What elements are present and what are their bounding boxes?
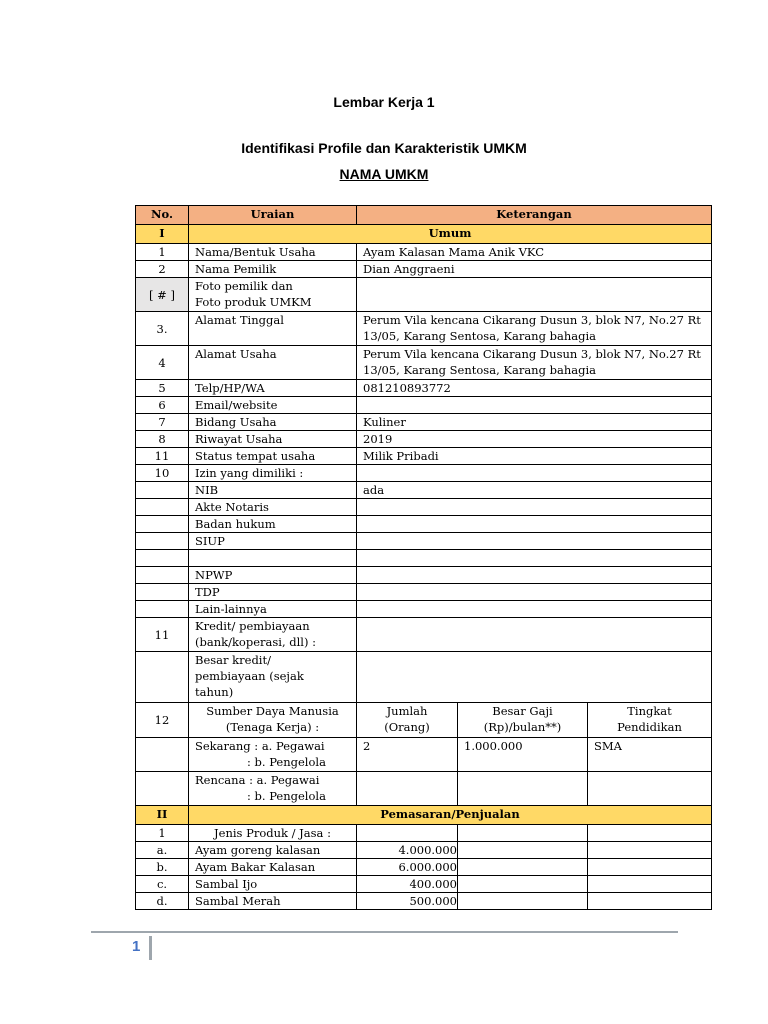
row-number: [ # ] (136, 278, 189, 312)
row-uraian: Akte Notaris (189, 499, 357, 516)
sdm-label-line: Sekarang : a. Pegawai (195, 739, 325, 753)
table-row (136, 261, 712, 278)
table-row (136, 312, 712, 346)
row-number: 3. (136, 312, 189, 346)
row-keterangan (357, 278, 712, 312)
section-row (136, 806, 712, 825)
row-number (136, 567, 189, 584)
row-number: 2 (136, 261, 189, 278)
footer-separator (149, 936, 152, 960)
row-number (136, 533, 189, 550)
sdm-rencana-label (189, 772, 357, 806)
product-name: Ayam goreng kalasan (189, 842, 357, 859)
header-row (136, 206, 712, 225)
table-row (136, 380, 712, 397)
product-name: Ayam Bakar Kalasan (189, 859, 357, 876)
product-rows (136, 842, 712, 910)
section-label: Pemasaran/Penjualan (189, 806, 712, 825)
page-number: 1 (132, 938, 141, 955)
product-header-label: Jenis Produk / Jasa : (189, 825, 357, 842)
sdm-rencana-row (136, 772, 712, 806)
product-extra-cell (588, 893, 712, 910)
sdm-label (189, 703, 357, 738)
sdm-label-line: : b. Pengelola (247, 789, 326, 803)
table-row (136, 482, 712, 499)
table-row (136, 414, 712, 431)
sdm-col-gaji (458, 703, 588, 738)
row-number (136, 499, 189, 516)
row-uraian: Riwayat Usaha (189, 431, 357, 448)
row-number (136, 738, 189, 772)
row-keterangan (357, 601, 712, 618)
row-keterangan (357, 567, 712, 584)
row-number: 11 (136, 618, 189, 652)
sdm-sekarang-row (136, 738, 712, 772)
keterangan-line: 13/05, Karang Sentosa, Karang bahagia (363, 329, 596, 343)
section-number: II (136, 806, 189, 825)
product-extra-cell (458, 893, 588, 910)
row-keterangan: Kuliner (357, 414, 712, 431)
header-uraian: Uraian (189, 206, 357, 225)
row-keterangan (357, 618, 712, 652)
row-number (136, 550, 189, 567)
sdm-col-line: Jumlah (386, 704, 428, 718)
product-letter: c. (136, 876, 189, 893)
product-extra-cell (588, 859, 712, 876)
row-keterangan: Ayam Kalasan Mama Anik VKC (357, 244, 712, 261)
keterangan-line: 13/05, Karang Sentosa, Karang bahagia (363, 363, 596, 377)
row-number (136, 516, 189, 533)
product-extra-cell (458, 859, 588, 876)
row-keterangan (357, 499, 712, 516)
sdm-col-line: Besar Gaji (492, 704, 553, 718)
row-uraian: NPWP (189, 567, 357, 584)
uraian-line: Kredit/ pembiayaan (195, 619, 310, 633)
row-number: 8 (136, 431, 189, 448)
sdm-col-pendidikan (588, 703, 712, 738)
product-value: 4.000.000 (357, 842, 458, 859)
sdm-rencana-jumlah (357, 772, 458, 806)
table-row (136, 244, 712, 261)
table-row (136, 584, 712, 601)
product-letter: d. (136, 893, 189, 910)
row-number (136, 652, 189, 703)
product-row (136, 876, 712, 893)
row-uraian: Nama/Bentuk Usaha (189, 244, 357, 261)
page-subtitle: NAMA UMKM (339, 166, 429, 182)
product-extra-cell (588, 825, 712, 842)
row-number: 1 (136, 825, 189, 842)
row-uraian (189, 550, 357, 567)
table-row (136, 465, 712, 482)
row-uraian: Bidang Usaha (189, 414, 357, 431)
row-uraian: SIUP (189, 533, 357, 550)
page-title: Identifikasi Profile dan Karakteristik UMKM (241, 140, 527, 156)
table-row (136, 278, 712, 312)
row-uraian: TDP (189, 584, 357, 601)
product-row (136, 859, 712, 876)
uraian-line: Foto pemilik dan (195, 279, 293, 293)
row-keterangan: 081210893772 (357, 380, 712, 397)
uraian-line: tahun) (195, 685, 234, 699)
table-row (136, 448, 712, 465)
row-number: 1 (136, 244, 189, 261)
row-uraian: Badan hukum (189, 516, 357, 533)
product-extra-cell (458, 876, 588, 893)
product-extra-cell (458, 842, 588, 859)
product-row (136, 842, 712, 859)
sdm-rencana-gaji (458, 772, 588, 806)
section-label: Umum (189, 225, 712, 244)
product-value: 500.000 (357, 893, 458, 910)
sdm-sekarang-gaji: 1.000.000 (458, 738, 588, 772)
row-number (136, 482, 189, 499)
product-row (136, 893, 712, 910)
section-number: I (136, 225, 189, 244)
header-keterangan: Keterangan (357, 206, 712, 225)
row-uraian (189, 652, 357, 703)
row-keterangan (357, 516, 712, 533)
uraian-line: Foto produk UMKM (195, 295, 312, 309)
row-number (136, 584, 189, 601)
table-row (136, 346, 712, 380)
sdm-col-jumlah (357, 703, 458, 738)
row-uraian: Telp/HP/WA (189, 380, 357, 397)
sdm-label-line: (Tenaga Kerja) : (225, 720, 320, 734)
row-keterangan: 2019 (357, 431, 712, 448)
sdm-sekarang-jumlah: 2 (357, 738, 458, 772)
sdm-header-row (136, 703, 712, 738)
row-uraian: Alamat Usaha (189, 346, 357, 380)
table-row (136, 601, 712, 618)
row-uraian: Izin yang dimiliki : (189, 465, 357, 482)
uraian-line: pembiayaan (sejak (195, 669, 304, 683)
row-keterangan (357, 584, 712, 601)
product-letter: b. (136, 859, 189, 876)
row-uraian: Alamat Tinggal (189, 312, 357, 346)
table-row (136, 516, 712, 533)
row-uraian: Email/website (189, 397, 357, 414)
section-row (136, 225, 712, 244)
table-row (136, 618, 712, 652)
row-keterangan (357, 465, 712, 482)
general-rows (136, 244, 712, 703)
row-uraian: NIB (189, 482, 357, 499)
row-keterangan: Milik Pribadi (357, 448, 712, 465)
row-uraian: Lain-lainnya (189, 601, 357, 618)
sdm-rencana-pendidikan (588, 772, 712, 806)
product-header-row (136, 825, 712, 842)
row-number (136, 601, 189, 618)
uraian-line: (bank/koperasi, dll) : (195, 635, 316, 649)
table-row (136, 550, 712, 567)
sdm-label-line: Sumber Daya Manusia (206, 704, 339, 718)
sdm-col-line: (Orang) (384, 720, 430, 734)
keterangan-line: Perum Vila kencana Cikarang Dusun 3, blok N7, No.27 Rt (363, 347, 701, 361)
row-keterangan (357, 346, 712, 380)
product-extra-cell (588, 842, 712, 859)
sdm-label-line: Rencana : a. Pegawai (195, 773, 320, 787)
row-number: 6 (136, 397, 189, 414)
table-row (136, 533, 712, 550)
worksheet-label: Lembar Kerja 1 (333, 94, 435, 110)
product-extra-cell (458, 825, 588, 842)
row-number: 11 (136, 448, 189, 465)
row-uraian (189, 618, 357, 652)
row-number: 12 (136, 703, 189, 738)
product-letter: a. (136, 842, 189, 859)
row-number: 5 (136, 380, 189, 397)
row-number: 4 (136, 346, 189, 380)
row-keterangan (357, 550, 712, 567)
row-keterangan (357, 312, 712, 346)
product-value-cell (357, 825, 458, 842)
product-value: 400.000 (357, 876, 458, 893)
row-keterangan: Dian Anggraeni (357, 261, 712, 278)
row-keterangan (357, 533, 712, 550)
row-number: 10 (136, 465, 189, 482)
sdm-sekarang-label (189, 738, 357, 772)
row-uraian: Nama Pemilik (189, 261, 357, 278)
row-keterangan (357, 652, 712, 703)
product-name: Sambal Merah (189, 893, 357, 910)
header-no: No. (136, 206, 189, 225)
product-name: Sambal Ijo (189, 876, 357, 893)
row-keterangan: ada (357, 482, 712, 499)
product-value: 6.000.000 (357, 859, 458, 876)
row-number: 7 (136, 414, 189, 431)
sdm-col-line: (Rp)/bulan**) (483, 720, 562, 734)
row-number (136, 772, 189, 806)
keterangan-line: Perum Vila kencana Cikarang Dusun 3, blok N7, No.27 Rt (363, 313, 701, 327)
sdm-col-line: Pendidikan (617, 720, 682, 734)
table-row (136, 499, 712, 516)
profile-table (135, 205, 712, 910)
table-row (136, 431, 712, 448)
table-row (136, 652, 712, 703)
sdm-label-line: : b. Pengelola (247, 755, 326, 769)
sdm-col-line: Tingkat (627, 704, 672, 718)
table-row (136, 397, 712, 414)
uraian-line: Besar kredit/ (195, 653, 271, 667)
product-extra-cell (588, 876, 712, 893)
footer-divider (91, 931, 678, 933)
row-keterangan (357, 397, 712, 414)
row-uraian (189, 278, 357, 312)
row-uraian: Status tempat usaha (189, 448, 357, 465)
sdm-sekarang-pendidikan: SMA (588, 738, 712, 772)
table-row (136, 567, 712, 584)
